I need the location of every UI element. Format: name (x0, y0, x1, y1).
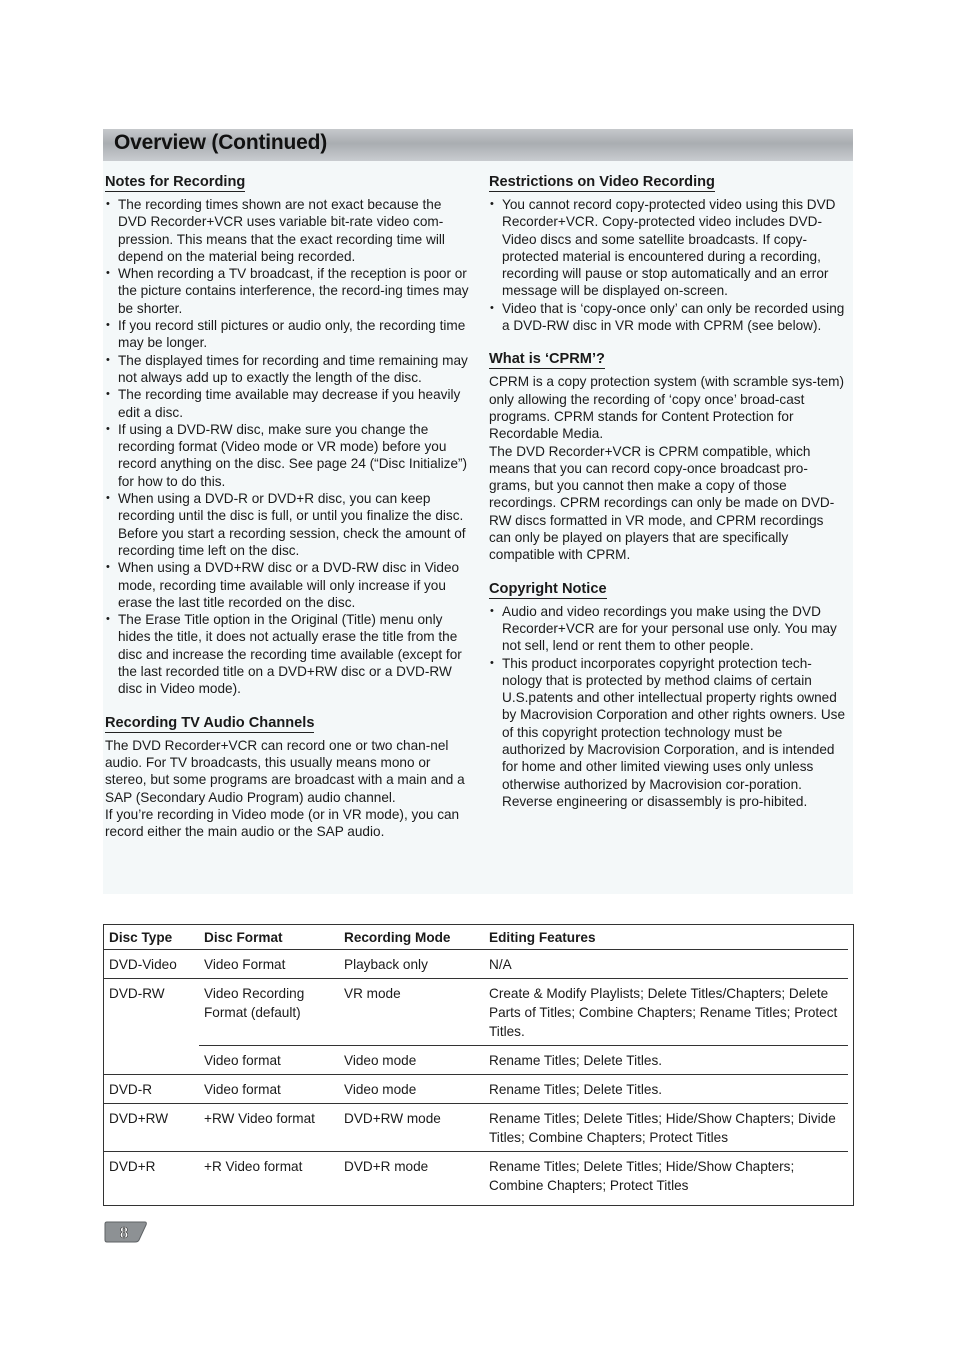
table-cell: Rename Titles; Delete Titles. (484, 1075, 848, 1104)
restrictions-section (489, 173, 849, 334)
table-row (104, 979, 848, 1046)
table-row (104, 1046, 848, 1075)
list-item: • The recording times shown are not exact because the DVD Recorder+VCR uses variable bit-rate video com-pression. This means that the exact recording time will depend on the material being recorded. (105, 196, 469, 265)
table-cell: Video mode (339, 1075, 484, 1104)
table-cell: DVD+RW (104, 1104, 199, 1152)
table-cell: DVD+R (109, 1159, 156, 1174)
restrictions-list (489, 196, 849, 334)
copyright-section (489, 580, 849, 811)
table-cell: Rename Titles; Delete Titles; Hide/Show Chapters; Combine Chapters; Protect Titles (489, 1159, 795, 1193)
cprm-section (489, 350, 849, 563)
copyright-heading: Copyright Notice (489, 580, 607, 597)
table-cell: Video Format (199, 950, 339, 979)
audio-section (105, 714, 469, 841)
table-cell: +R Video format (204, 1159, 303, 1174)
disc-table-frame (103, 924, 854, 1206)
table-cell: N/A (484, 950, 848, 979)
disc-table (104, 925, 848, 1199)
table-cell: Video mode (339, 1046, 484, 1075)
table-cell: +RW Video format (199, 1104, 339, 1152)
paragraph: CPRM is a copy protection system (with scramble sys-tem) only allowing the recording of ‘copy once’ broad-cast programs. CPRM stands for Content Protection for Recordable Media. (489, 374, 845, 442)
notes-section (105, 173, 469, 698)
paragraph: The DVD Recorder+VCR can record one or two chan-nel audio. For TV broadcasts, this usually means mono or stereo, but some programs are broadcast with a main and a SAP (Secondary Audio Program) audio channel. (105, 737, 465, 805)
table-cell: DVD+RW mode (339, 1104, 484, 1152)
list-item: • When using a DVD+RW disc or a DVD-RW disc in Video mode, recording time available will only increase if you erase the last title recorded on the disc. (105, 559, 469, 611)
restrictions-heading: Restrictions on Video Recording (489, 174, 715, 190)
table-cell: Rename Titles; Delete Titles. (484, 1046, 848, 1075)
table-header-row (104, 925, 848, 950)
list-item: • This product incorporates copyright protection tech-nology that is protected by method claims of certain U.S.patents and other intellectual property rights owned by Macrovision Corporation and other rights owners. Use of this copyright protection technology must be authorized by Macrovision Corporation, and is intended for home and other limited viewing uses only unless otherwise authorized by Macrovision cor-poration. Reverse engineering or disassembly is pro-hibited. (489, 655, 849, 811)
list-item: • Audio and video recordings you make using the DVD Recorder+VCR are for your personal use only. You may not sell, lend or rent them to other people. (489, 603, 849, 655)
table-row (104, 1152, 848, 1200)
table-row (104, 950, 848, 979)
table-row (104, 1104, 848, 1152)
table-cell: DVD-RW (109, 986, 165, 1001)
page-title: Overview (Continued) (114, 131, 328, 154)
list-item: • When using a DVD-R or DVD+R disc, you can keep recording until the disc is full, or until you finalize the disc. Before you start a recording session, check the amount of recording time left on the disc. (105, 490, 469, 559)
list-item: • If you record still pictures or audio only, the recording time may be longer. (105, 317, 469, 352)
table-cell: VR mode (339, 979, 484, 1046)
right-column (489, 173, 849, 826)
page-number-badge (103, 1220, 147, 1244)
list-item: • The Erase Title option in the Original (Title) menu only hides the title, it does not actually erase the title from the disc and increase the recording time available (except for the last recorded title on a DVD+RW disc or a DVD-RW disc in Video mode). (105, 611, 469, 697)
notes-heading: Notes for Recording (105, 174, 246, 190)
table-cell: Video format (199, 1075, 339, 1104)
cprm-heading: What is ‘CPRM’? (489, 351, 605, 368)
list-item: • The recording time available may decrease if you heavily edit a disc. (105, 386, 469, 421)
list-item: • You cannot record copy-protected video using this DVD Recorder+VCR. Copy-protected video includes DVD-Video discs and some satellite broadcasts. If copy-protected material is encountered during a recording, recording will pause or stop automatically and an error message will be displayed on-screen. (489, 196, 849, 300)
table-cell: DVD+R mode (344, 1159, 429, 1174)
column-header: Editing Features (484, 925, 848, 950)
title-bar (103, 129, 853, 161)
table-cell: DVD-R (104, 1075, 199, 1104)
table-cell: DVD-Video (104, 950, 199, 979)
table-row (104, 1075, 848, 1104)
copyright-list (489, 603, 849, 811)
table-cell: Video format (199, 1046, 339, 1075)
table-cell: Video Recording Format (default) (199, 979, 339, 1046)
page-number: 8 (119, 1223, 129, 1242)
column-header: Disc Type (104, 925, 199, 950)
list-item: • Video that is ‘copy-once only’ can only be recorded using a DVD-RW disc in VR mode with CPRM (see below). (489, 300, 849, 335)
list-item: • The displayed times for recording and time remaining may not always add up to exactly the length of the disc. (105, 352, 469, 387)
list-item: • If using a DVD-RW disc, make sure you change the recording format (Video mode or VR mode) before you record anything on the disc. See page 24 (“Disc Initialize”) for how to do this. (105, 421, 469, 490)
table-cell (104, 1046, 199, 1075)
left-column (105, 173, 469, 856)
list-item: • When recording a TV broadcast, if the reception is poor or the picture contains interference, the record-ing times may be shorter. (105, 265, 469, 317)
table-cell: Playback only (339, 950, 484, 979)
notes-list (105, 196, 469, 698)
column-header: Recording Mode (339, 925, 484, 950)
audio-heading: Recording TV Audio Channels (105, 714, 315, 731)
column-header: Disc Format (199, 925, 339, 950)
table-cell: Create & Modify Playlists; Delete Titles/Chapters; Delete Parts of Titles; Combine Chapters; Rename Titles; Protect Titles. (484, 979, 848, 1046)
paragraph: The DVD Recorder+VCR is CPRM compatible, which means that you can record copy-once broadcast pro-grams, but you cannot then make a copy of those recordings. CPRM recordings can only be made on DVD-RW discs formatted in VR mode, and CPRM recordings can only be played on players that are specifically compatible with CPRM. (489, 443, 835, 563)
paragraph: If you’re recording in Video mode (or in VR mode), you can record either the main audio or the SAP audio. (105, 806, 460, 840)
table-cell: Rename Titles; Delete Titles; Hide/Show Chapters; Divide Titles; Combine Chapters; Protect Titles (484, 1104, 848, 1152)
